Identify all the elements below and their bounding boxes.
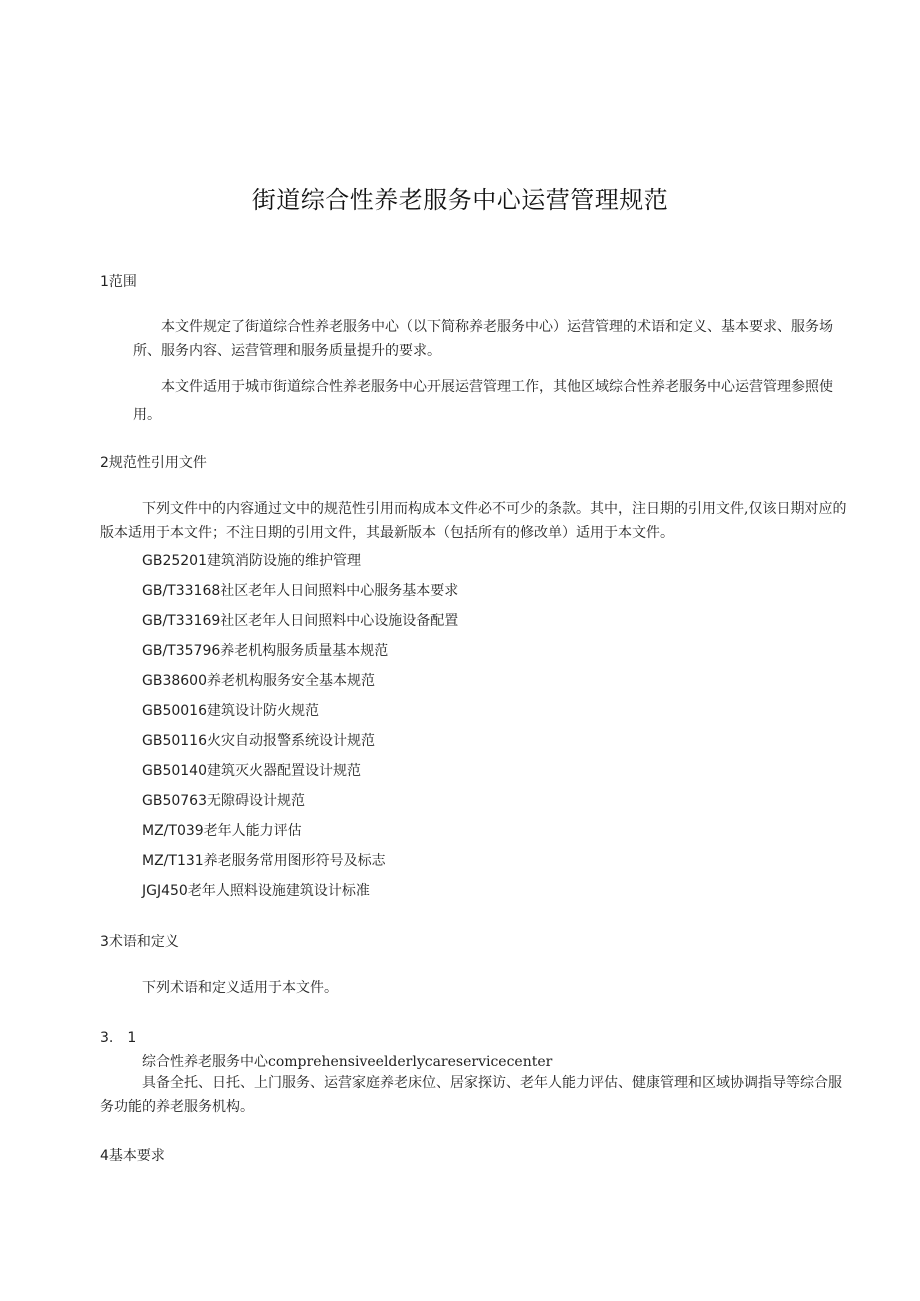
reference-item: GB50140建筑灭火器配置设计规范 <box>142 763 361 779</box>
reference-item: MZ/T039老年人能力评估 <box>142 823 302 839</box>
reference-item: GB50016建筑设计防火规范 <box>142 703 319 719</box>
section-heading-terms: 3术语和定义 <box>100 934 179 950</box>
section-heading-scope: 1范围 <box>100 274 137 290</box>
normative-intro: 下列文件中的内容通过文中的规范性引用而构成本文件必不可少的条款。其中，注日期的引用文件,仅该日期对应的版本适用于本文件；不注日期的引用文件，其最新版本（包括所有的修改单）适用于本文件。 <box>100 501 847 541</box>
term-name: 综合性养老服务中心comprehensiveelderlycareservicecenter <box>142 1054 553 1070</box>
reference-item: GB/T33168社区老年人日间照料中心服务基本要求 <box>142 583 459 599</box>
reference-item: JGJ450老年人照料设施建筑设计标准 <box>142 883 370 899</box>
reference-item: GB50763无隙碍设计规范 <box>142 793 305 809</box>
scope-paragraph-1: 本文件规定了街道综合性养老服务中心（以下简称养老服务中心）运营管理的术语和定义、基本要求、服务场所、服务内容、运营管理和服务质量提升的要求。 <box>133 319 833 359</box>
section-heading-basic: 4基本要求 <box>100 1148 165 1164</box>
reference-item: GB50116火灾自动报警系统设计规范 <box>142 733 375 749</box>
reference-item: GB/T35796养老机构服务质量基本规范 <box>142 643 389 659</box>
scope-paragraph-2: 本文件适用于城市街道综合性养老服务中心开展运营管理工作，其他区域综合性养老服务中心运营管理参照使用。 <box>133 379 833 423</box>
terms-intro: 下列术语和定义适用于本文件。 <box>142 980 338 996</box>
reference-item: MZ/T131养老服务常用图形符号及标志 <box>142 853 386 869</box>
document-title: 街道综合性养老服务中心运营管理规范 <box>251 186 669 214</box>
reference-item: GB/T33169社区老年人日间照料中心设施设备配置 <box>142 613 459 629</box>
reference-item: GB38600养老机构服务安全基本规范 <box>142 673 375 689</box>
reference-item: GB25201建筑消防设施的维护管理 <box>142 553 361 569</box>
section-heading-normative: 2规范性引用文件 <box>100 455 207 471</box>
term-definition: 具备全托、日托、上门服务、运营家庭养老床位、居家探访、老年人能力评估、健康管理和区域协调指导等综合服务功能的养老服务机构。 <box>100 1075 842 1115</box>
term-item-number: 3. 1 <box>100 1030 137 1046</box>
